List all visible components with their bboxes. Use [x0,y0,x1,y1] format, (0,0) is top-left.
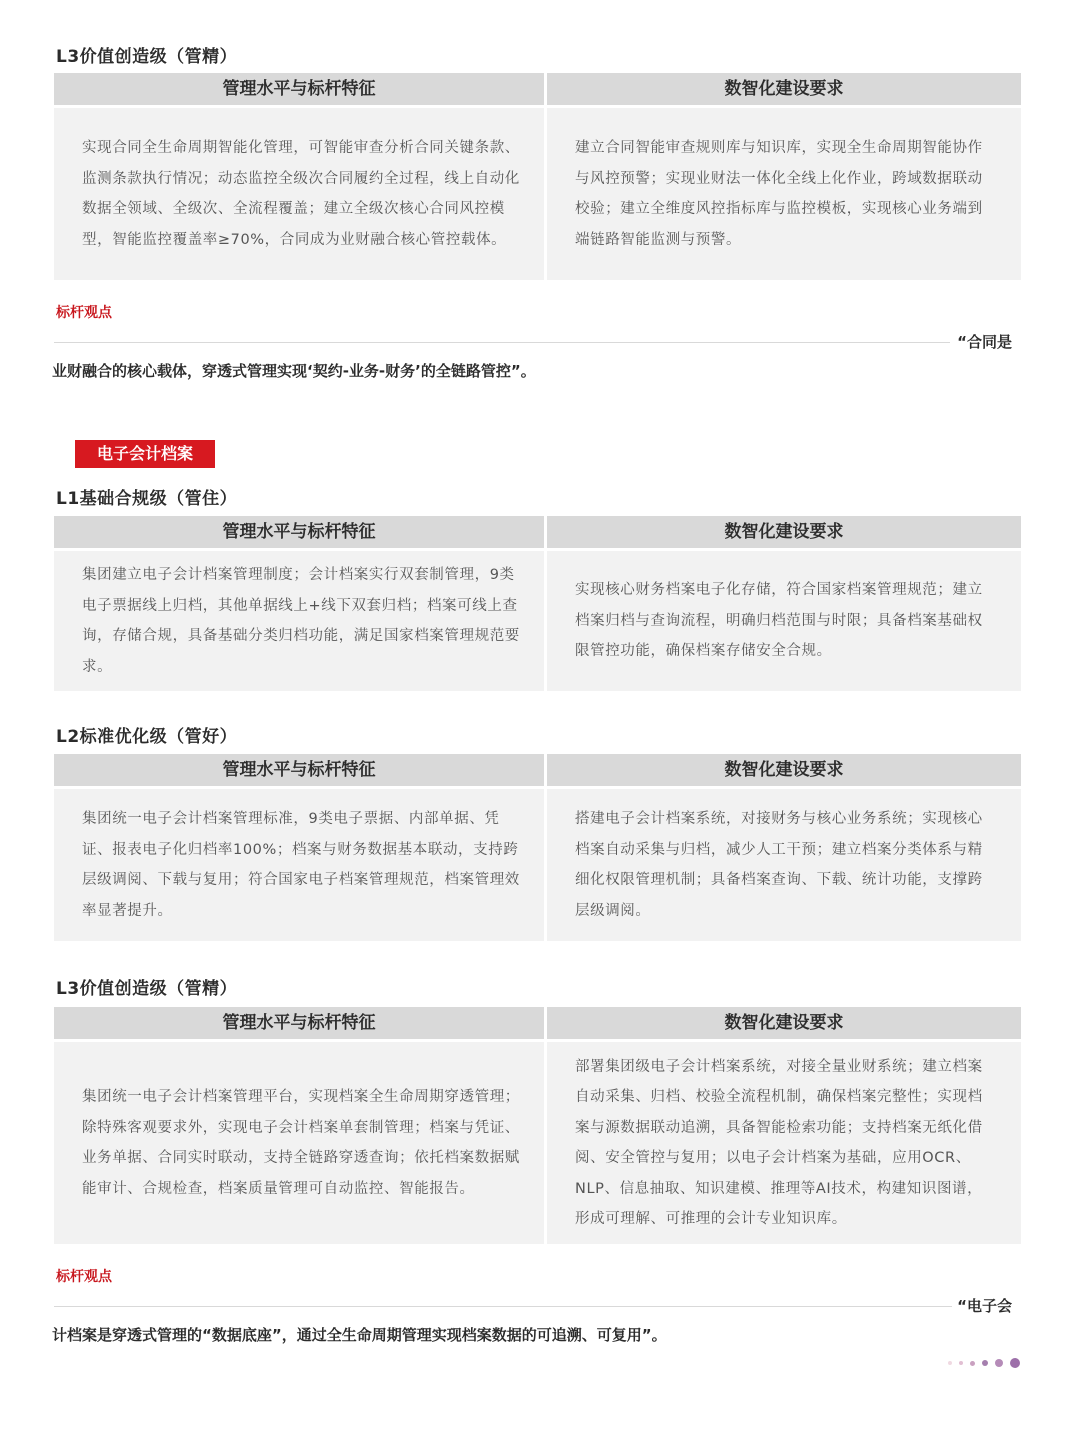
column-header-digital: 数智化建设要求 [547,73,1021,105]
column-header-digital: 数智化建设要求 [547,1007,1021,1039]
dot-icon [982,1360,988,1366]
column-header-management: 管理水平与标杆特征 [54,73,544,105]
dot-icon [970,1361,975,1366]
cell-management: 集团统一电子会计档案管理平台，实现档案全生命周期穿透管理；除特殊客观要求外，实现电子会计档案单套制管理；档案与凭证、业务单据、合同实时联动，支持全链路穿透查询；依托档案数据赋能审计、合规检查，档案质量管理可自动监控、智能报告。 [54,1042,544,1244]
cell-digital: 建立合同智能审查规则库与知识库，实现全生命周期智能协作与风控预警；实现业财法一体化全线上化作业，跨域数据联动校验；建立全维度风控指标库与监控模板，实现核心业务端到端链路智能监测与预警。 [547,108,1021,280]
section-tag-e-archive: 电子会计档案 [75,440,215,468]
divider-line [54,342,950,343]
table-archive-l1 [54,516,1021,691]
table-archive-l2 [54,754,1021,941]
dot-icon [1010,1358,1020,1368]
benchmark-quote-text: 计档案是穿透式管理的“数据底座”，通过全生命周期管理实现档案数据的可追溯、可复用”。 [52,1326,667,1344]
divider-line [54,1306,952,1307]
table-contract-l3 [54,73,1021,280]
cell-management: 集团建立电子会计档案管理制度；会计档案实行双套制管理，9类电子票据线上归档，其他单据线上+线下双套归档；档案可线上查询，存储合规，具备基础分类归档功能，满足国家档案管理规范要求。 [54,551,544,691]
dot-icon [959,1361,963,1365]
level-title-archive-l1: L1基础合规级（管住） [56,489,238,509]
table-archive-l3 [54,1007,1021,1244]
benchmark-view-label: 标杆观点 [56,305,112,321]
dot-icon [948,1361,952,1365]
cell-digital: 实现核心财务档案电子化存储，符合国家档案管理规范；建立档案归档与查询流程，明确归档范围与时限；具备档案基础权限管控功能，确保档案存储安全合规。 [547,551,1021,691]
column-header-management: 管理水平与标杆特征 [54,516,544,548]
benchmark-quote-start: “合同是 [957,333,1012,351]
column-header-management: 管理水平与标杆特征 [54,1007,544,1039]
level-title-archive-l2: L2标准优化级（管好） [56,727,238,747]
cell-management: 实现合同全生命周期智能化管理，可智能审查分析合同关键条款、监测条款执行情况；动态监控全级次合同履约全过程，线上自动化数据全领域、全级次、全流程覆盖；建立全级次核心合同风控模型，智能监控覆盖率≥70%，合同成为业财融合核心管控载体。 [54,108,544,280]
cell-management: 集团统一电子会计档案管理标准，9类电子票据、内部单据、凭证、报表电子化归档率100%；档案与财务数据基本联动，支持跨层级调阅、下载与复用；符合国家电子档案管理规范，档案管理效率显著提升。 [54,789,544,941]
column-header-digital: 数智化建设要求 [547,754,1021,786]
level-title-archive-l3: L3价值创造级（管精） [56,979,238,999]
column-header-management: 管理水平与标杆特征 [54,754,544,786]
dot-icon [995,1359,1003,1367]
cell-digital: 搭建电子会计档案系统，对接财务与核心业务系统；实现核心档案自动采集与归档，减少人工干预；建立档案分类体系与精细化权限管理机制；具备档案查询、下载、统计功能，支撑跨层级调阅。 [547,789,1021,941]
decorative-dots [948,1358,1020,1368]
benchmark-view-label: 标杆观点 [56,1269,112,1285]
benchmark-quote-start: “电子会 [957,1297,1012,1315]
level-title-contract-l3: L3价值创造级（管精） [56,47,238,67]
cell-digital: 部署集团级电子会计档案系统，对接全量业财系统；建立档案自动采集、归档、校验全流程机制，确保档案完整性；实现档案与源数据联动追溯，具备智能检索功能；支持档案无纸化借阅、安全管控与复用；以电子会计档案为基础，应用OCR、NLP、信息抽取、知识建模、推理等AI技术，构建知识图谱，形成可理解、可推理的会计专业知识库。 [547,1042,1021,1244]
benchmark-quote-text: 业财融合的核心载体，穿透式管理实现‘契约-业务-财务’的全链路管控”。 [52,362,536,380]
column-header-digital: 数智化建设要求 [547,516,1021,548]
